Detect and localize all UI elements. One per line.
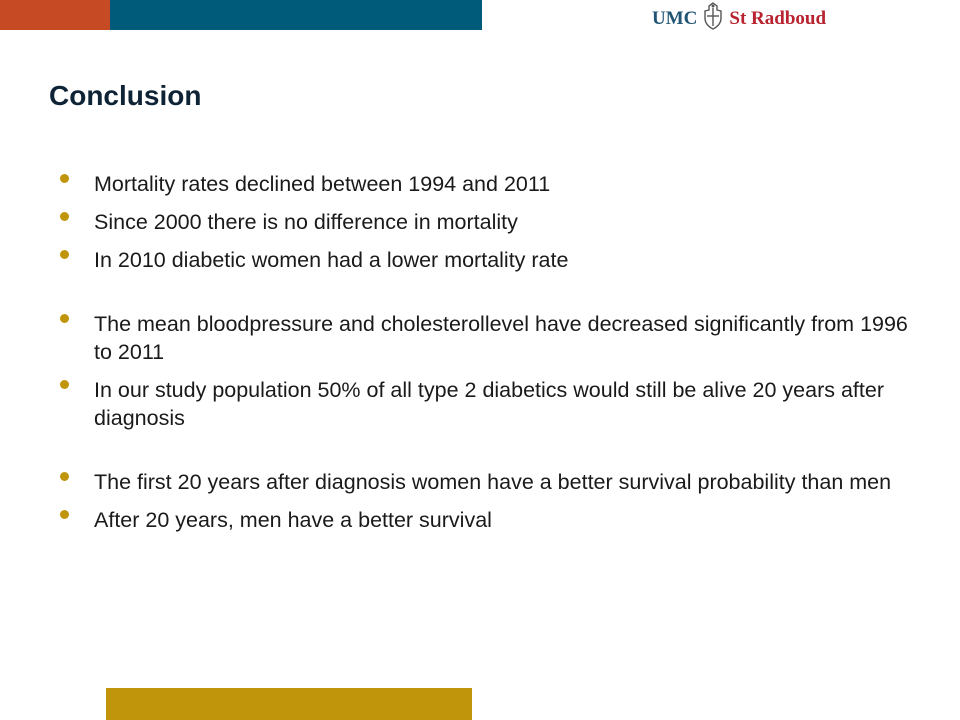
bullet-dot-icon: [60, 250, 69, 259]
bullet-text: Since 2000 there is no difference in mortality: [94, 210, 518, 234]
bullet-item: [60, 468, 920, 496]
bullet-list: [60, 170, 920, 544]
header-bar-teal: [110, 0, 482, 30]
bullet-item: [60, 208, 920, 236]
slide-title: Conclusion: [49, 80, 202, 111]
bullet-item: [60, 376, 920, 432]
bullet-text: The mean bloodpressure and cholesterollevel have decreased significantly from 1996 to 2011: [94, 312, 908, 364]
bullet-text: After 20 years, men have a better survival: [94, 508, 492, 532]
logo-st-radboud-text: St Radboud: [729, 8, 827, 29]
bullet-dot-icon: [60, 510, 69, 519]
bullet-dot-icon: [60, 174, 69, 183]
bullet-text: Mortality rates declined between 1994 and 2011: [94, 172, 551, 196]
bullet-text: In 2010 diabetic women had a lower mortality rate: [94, 248, 569, 272]
crest-icon: [703, 2, 723, 36]
bullet-text: In our study population 50% of all type 2 diabetics would still be alive 20 years after diagnosis: [94, 378, 884, 430]
bullet-item: [60, 170, 920, 198]
bullet-item: [60, 506, 920, 534]
umc-st-radboud-logo: [652, 4, 826, 34]
logo-umc-text: UMC: [652, 8, 698, 29]
bullet-dot-icon: [60, 472, 69, 481]
bullet-dot-icon: [60, 314, 69, 323]
bullet-text: The first 20 years after diagnosis women have a better survival probability than men: [94, 470, 892, 494]
bullet-dot-icon: [60, 380, 69, 389]
bullet-item: [60, 310, 920, 366]
bullet-item: [60, 246, 920, 274]
bullet-dot-icon: [60, 212, 69, 221]
footer-bar-gold: [106, 688, 472, 720]
header-bar-red: [0, 0, 110, 30]
